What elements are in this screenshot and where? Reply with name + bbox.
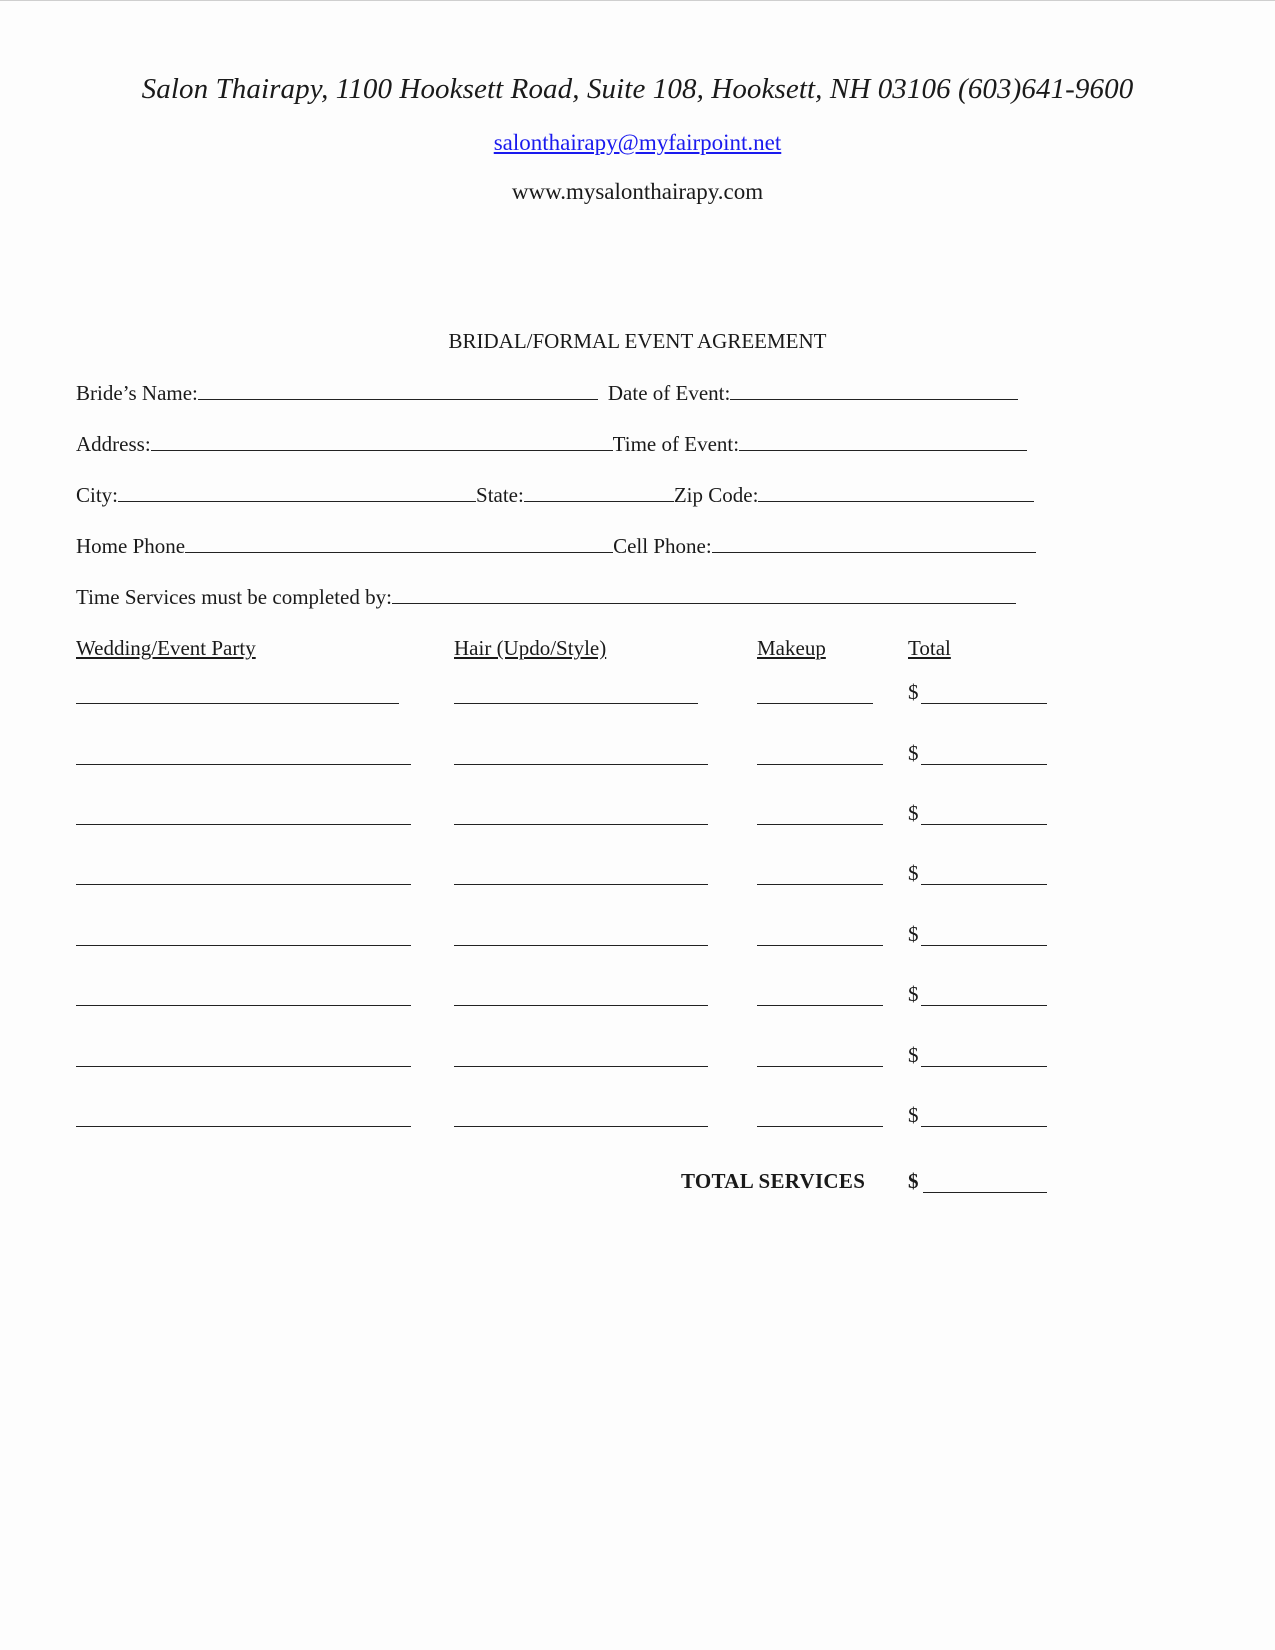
makeup-field[interactable] (757, 764, 883, 765)
row-currency-symbol: $ (908, 801, 919, 825)
row-currency-symbol: $ (908, 861, 919, 885)
hair-field[interactable] (454, 824, 708, 825)
total-services-field[interactable] (923, 1192, 1047, 1193)
time-of-event-field[interactable] (739, 431, 1027, 451)
row-currency-symbol: $ (908, 922, 919, 946)
city-label: City: (76, 483, 119, 507)
party-name-field[interactable] (76, 1005, 411, 1006)
hair-field[interactable] (454, 945, 708, 946)
brides-name-field[interactable] (198, 380, 598, 400)
field-row-city (76, 482, 1034, 508)
time-services-field[interactable] (392, 584, 1016, 604)
home-phone-field[interactable] (185, 533, 613, 553)
email-link-wrapper (0, 130, 1275, 156)
makeup-field[interactable] (757, 703, 873, 704)
column-header-party: Wedding/Event Party (76, 636, 256, 660)
row-currency-symbol: $ (908, 680, 919, 704)
makeup-field[interactable] (757, 1066, 883, 1067)
field-row-time-services (76, 584, 1016, 610)
hair-field[interactable] (454, 1066, 708, 1067)
page-title: BRIDAL/FORMAL EVENT AGREEMENT (448, 329, 827, 353)
date-of-event-field[interactable] (730, 380, 1018, 400)
hair-field[interactable] (454, 1005, 708, 1006)
home-phone-label: Home Phone (76, 534, 186, 558)
time-services-label: Time Services must be completed by: (76, 585, 392, 609)
cell-phone-field[interactable] (712, 533, 1036, 553)
zip-code-label: Zip Code: (673, 483, 759, 507)
date-of-event-label: Date of Event: (607, 381, 731, 405)
hair-field[interactable] (454, 1126, 708, 1127)
party-name-field[interactable] (76, 884, 411, 885)
row-currency-symbol: $ (908, 982, 919, 1006)
hair-field[interactable] (454, 703, 698, 704)
row-total-field[interactable] (921, 764, 1047, 765)
address-field[interactable] (151, 431, 613, 451)
row-total-field[interactable] (921, 1005, 1047, 1006)
total-services-label: TOTAL SERVICES (681, 1169, 866, 1193)
row-currency-symbol: $ (908, 1103, 919, 1127)
state-field[interactable] (524, 482, 674, 502)
column-header-total: Total (908, 636, 951, 660)
hair-field[interactable] (454, 764, 708, 765)
row-total-field[interactable] (921, 1066, 1047, 1067)
row-currency-symbol: $ (908, 741, 919, 765)
field-row-bride (76, 380, 1018, 406)
brides-name-label: Bride’s Name: (76, 381, 198, 405)
party-name-field[interactable] (76, 764, 411, 765)
makeup-field[interactable] (757, 1126, 883, 1127)
website-text: www.mysalonthairapy.com (511, 179, 764, 204)
makeup-field[interactable] (757, 884, 883, 885)
email-link[interactable]: salonthairapy@myfairpoint.net (493, 130, 782, 155)
makeup-field[interactable] (757, 945, 883, 946)
hair-field[interactable] (454, 884, 708, 885)
party-name-field[interactable] (76, 703, 399, 704)
zip-code-field[interactable] (758, 482, 1034, 502)
cell-phone-label: Cell Phone: (613, 534, 712, 558)
row-total-field[interactable] (921, 1126, 1047, 1127)
row-total-field[interactable] (921, 884, 1047, 885)
salon-address-line: Salon Thairapy, 1100 Hooksett Road, Suite 108, Hooksett, NH 03106 (603)641-9600 (141, 73, 1134, 105)
state-label: State: (476, 483, 524, 507)
party-name-field[interactable] (76, 1126, 411, 1127)
column-header-hair: Hair (Updo/Style) (454, 636, 607, 660)
party-name-field[interactable] (76, 824, 411, 825)
total-services-currency: $ (908, 1169, 919, 1193)
party-name-field[interactable] (76, 1066, 411, 1067)
column-header-makeup: Makeup (757, 636, 826, 660)
row-total-field[interactable] (921, 824, 1047, 825)
time-of-event-label: Time of Event: (612, 432, 740, 456)
address-label: Address: (76, 432, 151, 456)
field-row-phone (76, 533, 1036, 559)
city-field[interactable] (118, 482, 476, 502)
row-currency-symbol: $ (908, 1043, 919, 1067)
makeup-field[interactable] (757, 1005, 883, 1006)
party-name-field[interactable] (76, 945, 411, 946)
makeup-field[interactable] (757, 824, 883, 825)
field-row-address (76, 431, 1027, 457)
row-total-field[interactable] (921, 945, 1047, 946)
row-total-field[interactable] (921, 703, 1047, 704)
